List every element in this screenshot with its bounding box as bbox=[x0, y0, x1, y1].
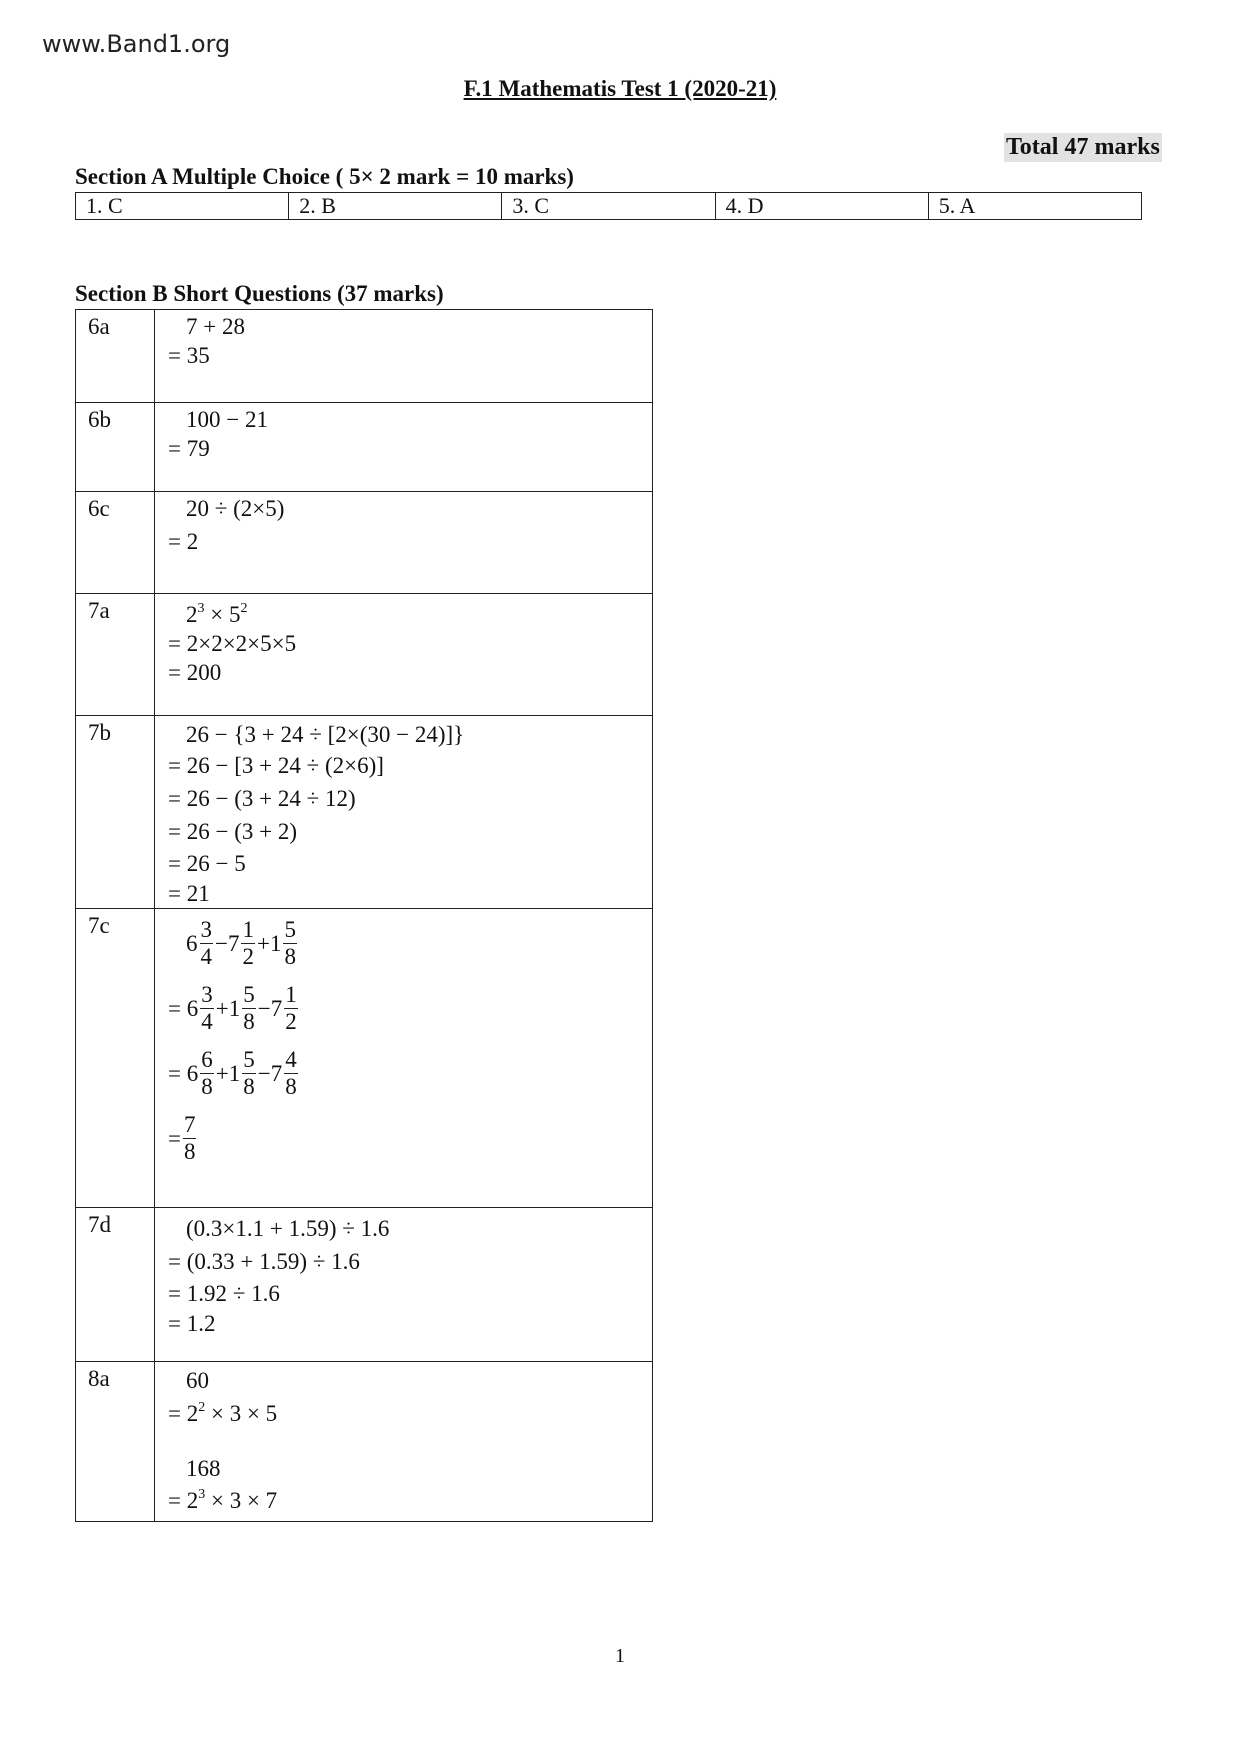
question-row-8a bbox=[76, 1362, 653, 1522]
fraction: $\frac{7}{8}$ bbox=[183, 1112, 196, 1164]
total-marks: Total 47 marks bbox=[1006, 134, 1160, 160]
watermark: www.Band1.org bbox=[42, 30, 231, 58]
working-line: 168 bbox=[186, 1456, 221, 1481]
mc-answer-5: 5. A bbox=[928, 193, 1141, 220]
fraction: $\frac{5}{8}$ bbox=[284, 917, 296, 969]
working-line: $2^3 \times 5^2$ bbox=[186, 601, 248, 627]
working-line: 26 − {3 + 24 ÷ [2×(30 − 24)]} bbox=[186, 722, 465, 747]
multiple-choice-answer-table bbox=[75, 192, 1142, 220]
working-line: 20 ÷ (2×5) bbox=[186, 496, 285, 521]
question-label: 6a bbox=[76, 310, 155, 403]
question-working bbox=[155, 1208, 653, 1362]
question-row-6b bbox=[76, 403, 653, 492]
mc-answer-2: 2. B bbox=[289, 193, 502, 220]
short-questions-table bbox=[75, 309, 653, 1522]
fraction: $\frac{1}{2}$ bbox=[242, 917, 254, 969]
question-working bbox=[155, 403, 653, 492]
working-line: = $2^3 \times 3 \times 7$ bbox=[168, 1487, 278, 1513]
question-label: 7d bbox=[76, 1208, 155, 1362]
question-row-7c bbox=[76, 909, 653, 1208]
question-working bbox=[155, 594, 653, 716]
question-working bbox=[155, 310, 653, 403]
fraction: $\frac{3}{4}$ bbox=[200, 917, 212, 969]
question-working bbox=[155, 716, 653, 909]
working-line: = 1.2 bbox=[168, 1311, 216, 1336]
fraction: $\frac{5}{8}$ bbox=[243, 1047, 255, 1099]
working-line: = 2 bbox=[168, 529, 199, 554]
question-working bbox=[155, 909, 653, 1208]
fraction-line: = $\frac{7}{8}$ bbox=[168, 1112, 196, 1164]
fraction-line: 6 $\frac{3}{4}$ −7 $\frac{1}{2}$ +1 $\frac{5}{8}$ bbox=[186, 917, 296, 969]
question-row-7b bbox=[76, 716, 653, 909]
question-row-7d bbox=[76, 1208, 653, 1362]
question-row-7a bbox=[76, 594, 653, 716]
working-line: = (0.33 + 1.59) ÷ 1.6 bbox=[168, 1249, 360, 1274]
working-line: = $2^2 \times 3 \times 5$ bbox=[168, 1400, 278, 1426]
question-label: 6b bbox=[76, 403, 155, 492]
working-line: 100 − 21 bbox=[186, 407, 268, 432]
section-b-heading: Section B Short Questions (37 marks) bbox=[75, 281, 444, 306]
fraction-line: = 6 $\frac{6}{8}$ +1 $\frac{5}{8}$ −7 $\frac{4}{8}$ bbox=[168, 1047, 297, 1099]
working-line: = 26 − [3 + 24 ÷ (2×6)] bbox=[168, 753, 384, 778]
working-line: = 1.92 ÷ 1.6 bbox=[168, 1281, 280, 1306]
section-a-heading: Section A Multiple Choice ( 5× 2 mark = 10 marks) bbox=[75, 164, 574, 189]
fraction: $\frac{6}{8}$ bbox=[201, 1047, 213, 1099]
working-line: = 26 − (3 + 2) bbox=[168, 819, 297, 844]
working-line: (0.3×1.1 + 1.59) ÷ 1.6 bbox=[186, 1216, 390, 1241]
fraction: $\frac{3}{4}$ bbox=[201, 982, 213, 1034]
working-line: 60 bbox=[186, 1368, 209, 1393]
question-label: 6c bbox=[76, 492, 155, 594]
working-line: 7 + 28 bbox=[186, 314, 245, 339]
working-line: = 21 bbox=[168, 881, 210, 906]
mc-answer-3: 3. C bbox=[502, 193, 715, 220]
question-label: 7b bbox=[76, 716, 155, 909]
question-label: 7c bbox=[76, 909, 155, 1208]
mc-answer-4: 4. D bbox=[715, 193, 928, 220]
mc-answer-1: 1. C bbox=[76, 193, 289, 220]
question-row-6a bbox=[76, 310, 653, 403]
working-line: = 26 − (3 + 24 ÷ 12) bbox=[168, 786, 356, 811]
working-line: = 200 bbox=[168, 660, 222, 685]
fraction: $\frac{1}{2}$ bbox=[285, 982, 297, 1034]
page-number: 1 bbox=[615, 1645, 625, 1667]
fraction: $\frac{5}{8}$ bbox=[243, 982, 255, 1034]
working-line: = 79 bbox=[168, 436, 210, 461]
fraction-line: = 6 $\frac{3}{4}$ +1 $\frac{5}{8}$ −7 $\frac{1}{2}$ bbox=[168, 982, 297, 1034]
working-line: = 2×2×2×5×5 bbox=[168, 631, 297, 656]
page-title: F.1 Mathematis Test 1 (2020-21) bbox=[463, 76, 777, 101]
question-row-6c bbox=[76, 492, 653, 594]
working-line: = 26 − 5 bbox=[168, 851, 246, 876]
question-label: 7a bbox=[76, 594, 155, 716]
working-line: = 35 bbox=[168, 343, 210, 368]
question-working bbox=[155, 492, 653, 594]
question-working bbox=[155, 1362, 653, 1522]
question-label: 8a bbox=[76, 1362, 155, 1522]
fraction: $\frac{4}{8}$ bbox=[285, 1047, 297, 1099]
